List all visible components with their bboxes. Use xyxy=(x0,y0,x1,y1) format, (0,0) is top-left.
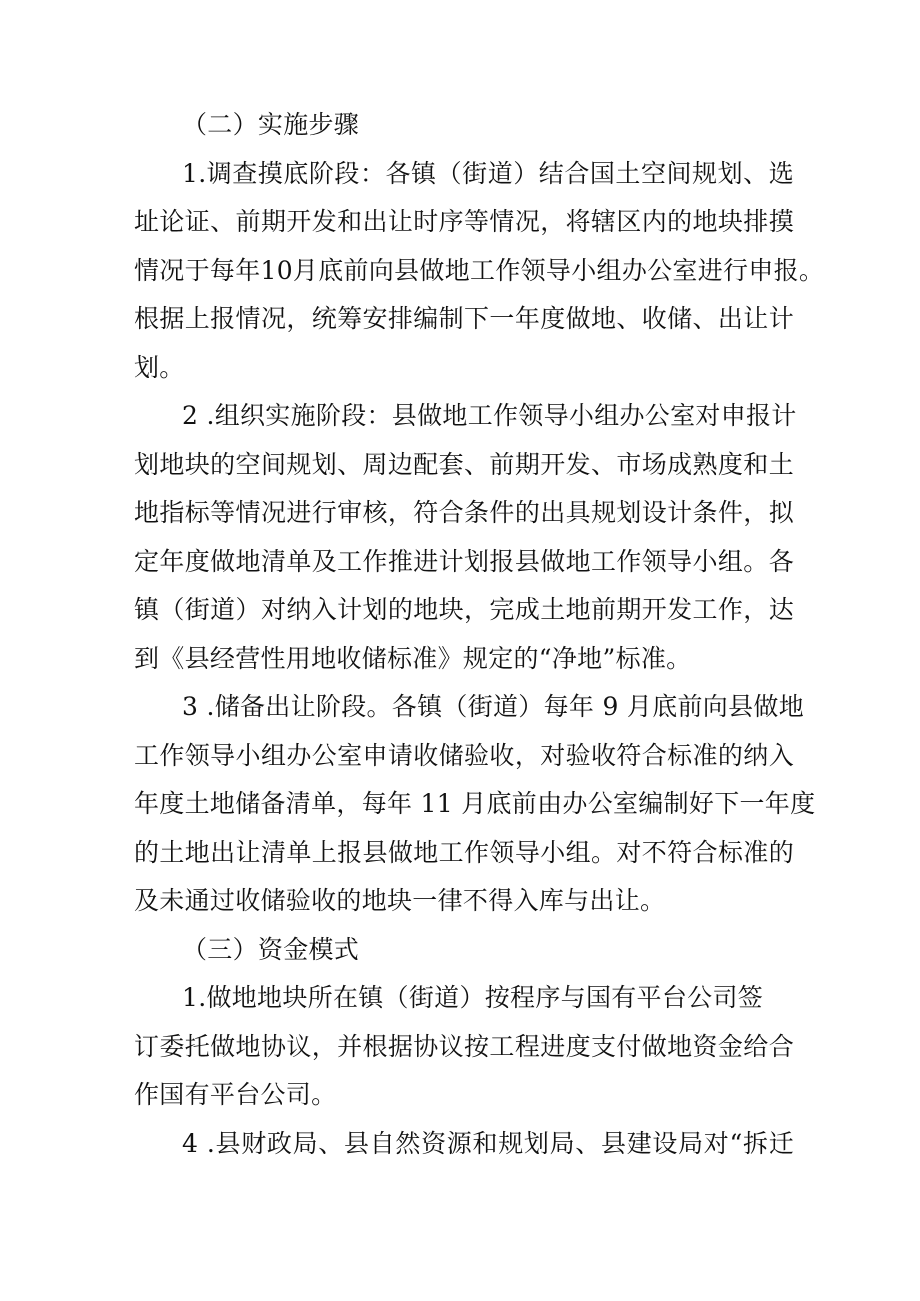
paragraph-line: 2 .组织实施阶段：县做地工作领导小组办公室对申报计 xyxy=(182,401,797,430)
paragraph-line: 1.做地地块所在镇（街道）按程序与国有平台公司签 xyxy=(182,983,764,1012)
paragraph-line: 及未通过收储验收的地块一律不得入库与出让。 xyxy=(134,886,666,915)
paragraph-line: 地指标等情况进行审核，符合条件的出具规划设计条件，拟 xyxy=(134,498,794,527)
section-heading-implementation-steps: （二）实施步骤 xyxy=(182,110,360,139)
paragraph-line: 3 .储备出让阶段。各镇（街道）每年 9 月底前向县做地 xyxy=(182,692,805,721)
paragraph-line: 情况于每年10月底前向县做地工作领导小组办公室进行申报。 xyxy=(134,256,825,285)
paragraph-line: 工作领导小组办公室申请收储验收，对验收符合标准的纳入 xyxy=(134,741,794,770)
paragraph-line: 作国有平台公司。 xyxy=(134,1080,337,1109)
paragraph-line: 划地块的空间规划、周边配套、前期开发、市场成熟度和土 xyxy=(134,450,794,479)
paragraph-line: 划。 xyxy=(134,353,185,382)
paragraph-line: 定年度做地清单及工作推进计划报县做地工作领导小组。各 xyxy=(134,547,794,576)
section-heading-funding-model: （三）资金模式 xyxy=(182,935,360,964)
paragraph-line: 根据上报情况，统筹安排编制下一年度做地、收储、出让计 xyxy=(134,304,794,333)
paragraph-line: 订委托做地协议，并根据协议按工程进度支付做地资金给合 xyxy=(134,1032,794,1061)
paragraph-line: 址论证、前期开发和出让时序等情况，将辖区内的地块排摸 xyxy=(134,207,794,236)
paragraph-line: 到《县经营性用地收储标准》规定的“净地”标准。 xyxy=(134,644,692,673)
paragraph-line: 4 .县财政局、县自然资源和规划局、县建设局对“拆迁 xyxy=(182,1129,794,1158)
paragraph-line: 的土地出让清单上报县做地工作领导小组。对不符合标准的 xyxy=(134,838,794,867)
paragraph-line: 年度土地储备清单，每年 11 月底前由办公室编制好下一年度 xyxy=(134,789,816,818)
paragraph-line: 1.调查摸底阶段：各镇（街道）结合国土空间规划、选 xyxy=(182,159,794,188)
paragraph-line: 镇（街道）对纳入计划的地块，完成土地前期开发工作，达 xyxy=(134,595,794,624)
